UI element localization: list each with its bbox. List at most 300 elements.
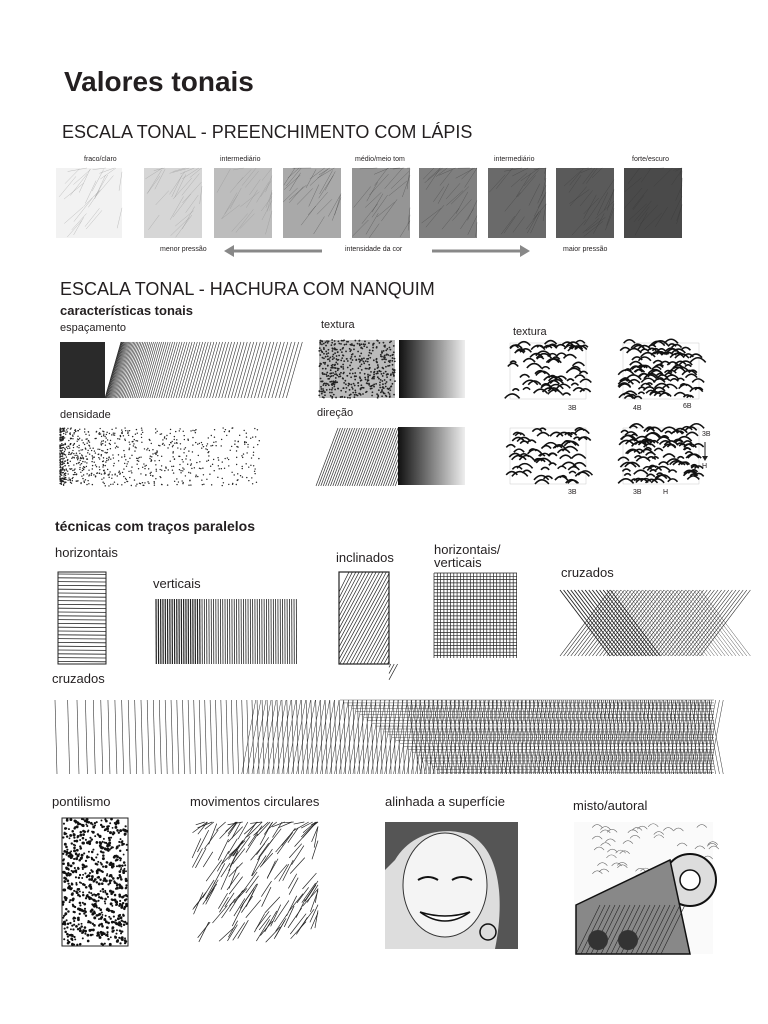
pontilismo-dot [88, 821, 91, 824]
pencil-label-medio: médio/meio tom [355, 156, 405, 163]
pencil-label-intermediario-2: intermediário [494, 156, 535, 163]
pontilismo-dot [81, 854, 84, 857]
pontilismo-dot [119, 829, 122, 832]
pontilismo-dot [90, 892, 92, 894]
pontilismo-dot [82, 891, 84, 893]
circular-stroke [277, 832, 293, 854]
pontilismo-dot [124, 939, 127, 942]
pontilismo-dot [82, 866, 84, 868]
pontilismo-dot [124, 906, 127, 909]
pontilismo-dot [94, 903, 97, 906]
pontilismo-dot [75, 871, 77, 873]
pontilismo-dot [108, 909, 111, 912]
pontilismo-dot [69, 899, 71, 901]
circular-stroke [290, 858, 305, 874]
pontilismo-dot [94, 822, 96, 824]
pontilismo-dot [73, 837, 75, 839]
label-hv-line2: verticais [434, 555, 482, 570]
pontilismo-dot [66, 818, 68, 820]
pontilismo-dot [72, 898, 75, 901]
pontilismo-dot [78, 908, 80, 910]
pontilismo-dot [101, 911, 103, 913]
pontilismo-dot [97, 861, 99, 863]
pontilismo-dot [121, 896, 124, 899]
pontilismo-dot [62, 904, 64, 906]
pontilismo-dot [83, 903, 86, 906]
pontilismo-dot [87, 874, 90, 877]
pontilismo-dot [119, 900, 121, 902]
pontilismo-dot [71, 842, 73, 844]
pontilismo-dot [121, 886, 124, 889]
pontilismo-dot [84, 933, 86, 935]
pontilismo-dot [79, 943, 81, 945]
pontilismo-dot [109, 890, 112, 893]
circular-stroke [198, 922, 210, 938]
pontilismo-dot [102, 851, 104, 853]
pontilismo-dot [107, 931, 109, 933]
tex-label-4b: 4B [633, 405, 642, 412]
pontilismo-dot [71, 870, 73, 872]
circular-stroke [238, 920, 249, 938]
circular-stroke [262, 887, 271, 907]
pontilismo-dot [120, 904, 123, 907]
pontilismo-dot [64, 928, 66, 930]
pontilismo-dot [69, 887, 72, 890]
pontilismo-dot [116, 848, 118, 850]
pontilismo-dot [93, 893, 95, 895]
pontilismo-dot [62, 836, 64, 838]
tex-label-6b: 6B [683, 403, 692, 410]
pontilismo-dot [81, 923, 83, 925]
label-inclinados: inclinados [336, 550, 394, 565]
pontilismo-dot [100, 890, 102, 892]
pontilismo-dot [102, 857, 105, 860]
label-circulares: movimentos circulares [190, 794, 320, 809]
pontilismo-dot [68, 855, 71, 858]
pontilismo-dot [106, 934, 108, 936]
pontilismo-dot [121, 919, 123, 921]
pontilismo-dot [112, 827, 114, 829]
pontilismo-dot [100, 850, 102, 852]
pontilismo-dot [96, 870, 99, 873]
pontilismo-dot [82, 863, 85, 866]
pontilismo-dot [109, 943, 112, 946]
pontilismo-dot [79, 913, 81, 915]
pontilismo-dot [91, 857, 93, 859]
pontilismo-dot [84, 908, 86, 910]
pontilismo-dot [69, 837, 71, 839]
pontilismo-dot [125, 903, 128, 906]
pencil-bottom-center: intensidade da cor [345, 246, 403, 253]
pontilismo-dot [71, 934, 74, 937]
pontilismo-dot [112, 863, 115, 866]
pontilismo-dot [64, 827, 67, 830]
pontilismo-dot [112, 831, 115, 834]
pontilismo-dot [75, 882, 77, 884]
pontilismo-dot [123, 854, 125, 856]
pontilismo-dot [125, 887, 127, 889]
pontilismo-dot [118, 841, 120, 843]
pontilismo-dot [102, 888, 105, 891]
pontilismo-dot [73, 936, 75, 938]
pontilismo-dot [105, 865, 108, 868]
label-espacamento: espaçamento [60, 322, 127, 334]
pontilismo-dot [110, 936, 112, 938]
pontilismo-dot [66, 933, 69, 936]
pontilismo-dot [110, 837, 112, 839]
pontilismo-dot [100, 923, 103, 926]
pontilismo-dot [111, 926, 114, 929]
pontilismo-dot [96, 841, 98, 843]
label-direcao: direção [317, 407, 354, 419]
circular-stroke [227, 873, 239, 890]
pontilismo-dot [90, 878, 93, 881]
label-hv-line1: horizontais/ [434, 542, 501, 557]
pontilismo-dot [72, 928, 74, 930]
pontilismo-dot [73, 844, 75, 846]
circular-stroke [206, 860, 222, 881]
pontilismo-dot [89, 872, 91, 874]
pontilismo-dot [77, 928, 79, 930]
label-textura-1: textura [321, 319, 355, 331]
pontilismo-dot [86, 841, 89, 844]
pontilismo-dot [100, 824, 102, 826]
circular-stroke [311, 913, 318, 930]
label-horizontais: horizontais [55, 545, 118, 560]
pontilismo-dot [74, 911, 76, 913]
pontilismo-dot [105, 915, 107, 917]
pontilismo-dot [94, 835, 96, 837]
pontilismo-dot [62, 871, 65, 874]
pontilismo-dot [67, 910, 70, 913]
pontilismo-dot [115, 855, 118, 858]
pontilismo-dot [77, 918, 80, 921]
pontilismo-dot [118, 905, 120, 907]
pencil-label-fraco: fraco/claro [84, 156, 117, 163]
pontilismo-dot [67, 872, 69, 874]
pontilismo-dot [79, 834, 82, 837]
pontilismo-dot [72, 905, 75, 908]
pontilismo-dot [73, 858, 75, 860]
pontilismo-dot [90, 822, 93, 825]
circular-stroke [212, 905, 227, 923]
label-verticais: verticais [153, 576, 201, 591]
pontilismo-dot [99, 879, 101, 881]
pontilismo-dot [104, 943, 106, 945]
pontilismo-box [62, 818, 128, 946]
pontilismo-dot [102, 854, 105, 857]
pontilismo-dot [79, 891, 81, 893]
pontilismo-dot [125, 870, 127, 872]
pontilismo-dot [104, 900, 106, 902]
circular-stroke [266, 927, 281, 942]
label-cruzados-2: cruzados [52, 671, 105, 686]
pontilismo-dot [63, 877, 66, 880]
tex-label-h-a: H [663, 489, 669, 496]
tex-label-3b-c: 3B [633, 489, 642, 496]
circular-stroke [256, 911, 269, 929]
pontilismo-dot [91, 908, 94, 911]
pontilismo-dot [119, 874, 122, 877]
pontilismo-dot [123, 861, 126, 864]
pontilismo-dot [122, 828, 125, 831]
pontilismo-dot [110, 892, 113, 895]
pontilismo-dot [63, 823, 65, 825]
pontilismo-dot [92, 923, 94, 925]
pontilismo-dot [116, 929, 118, 931]
pontilismo-dot [81, 877, 83, 879]
pontilismo-dot [82, 833, 85, 836]
circular-stroke [283, 860, 294, 881]
pontilismo-dot [105, 820, 108, 823]
pontilismo-dot [68, 828, 70, 830]
circular-stroke [276, 836, 289, 852]
circular-stroke [194, 892, 203, 914]
pontilismo-dot [109, 874, 112, 877]
pontilismo-dot [102, 891, 104, 893]
label-misto: misto/autoral [573, 798, 648, 813]
pontilismo-dot [107, 896, 109, 898]
pontilismo-dot [99, 845, 101, 847]
pontilismo-dot [85, 839, 87, 841]
pontilismo-dot [65, 854, 67, 856]
pontilismo-dot [114, 826, 117, 829]
pontilismo-dot [89, 837, 91, 839]
pencil-label-intermediario-1: intermediário [220, 156, 261, 163]
pontilismo-dot [105, 879, 108, 882]
pontilismo-dot [125, 898, 127, 900]
pontilismo-dot [112, 899, 114, 901]
pontilismo-dot [70, 864, 73, 867]
pontilismo-dot [110, 818, 113, 821]
pontilismo-dot [82, 931, 85, 934]
pontilismo-dot [120, 838, 122, 840]
pontilismo-dot [83, 912, 85, 914]
circular-stroke [229, 877, 242, 895]
pontilismo-dot [111, 866, 114, 869]
pontilismo-dot [118, 937, 120, 939]
pontilismo-dot [69, 901, 71, 903]
pontilismo-dot [71, 883, 74, 886]
pontilismo-dot [114, 894, 117, 897]
circular-stroke [227, 925, 237, 941]
circular-stroke [269, 829, 281, 844]
pontilismo-dot [99, 835, 102, 838]
pontilismo-dot [106, 825, 109, 828]
pontilismo-dot [119, 859, 121, 861]
pontilismo-dot [97, 931, 99, 933]
pontilismo-dot [97, 934, 100, 937]
pontilismo-dot [73, 920, 75, 922]
circular-stroke [216, 822, 225, 830]
circular-stroke [199, 922, 209, 942]
pontilismo-dot [77, 867, 80, 870]
pontilismo-dot [66, 849, 68, 851]
pontilismo-dot [103, 918, 106, 921]
pontilismo-dot [75, 876, 77, 878]
pontilismo-dot [124, 864, 126, 866]
pontilismo-dot [114, 881, 117, 884]
pontilismo-dot [63, 858, 65, 860]
pontilismo-dot [115, 858, 118, 861]
pontilismo-dot [103, 838, 105, 840]
pontilismo-dot [99, 842, 102, 845]
pontilismo-dot [97, 854, 99, 856]
pontilismo-dot [125, 894, 127, 896]
pontilismo-dot [100, 917, 103, 920]
pontilismo-dot [75, 857, 78, 860]
pontilismo-dot [115, 900, 117, 902]
circular-stroke [296, 917, 307, 934]
tex-label-3b-b: 3B [568, 489, 577, 496]
pontilismo-dot [85, 886, 88, 889]
pontilismo-dot [117, 877, 120, 880]
pontilismo-dot [100, 943, 103, 946]
pontilismo-dot [80, 831, 83, 834]
pontilismo-dot [87, 940, 90, 943]
page-title: Valores tonais [64, 66, 254, 97]
pontilismo-dot [96, 881, 98, 883]
circular-stroke [221, 863, 230, 877]
pontilismo-dot [88, 830, 90, 832]
pontilismo-dot [116, 819, 119, 822]
pontilismo-dot [120, 937, 122, 939]
pontilismo-dot [82, 842, 85, 845]
pontilismo-dot [65, 867, 68, 870]
circular-stroke [288, 908, 302, 928]
pontilismo-dot [106, 861, 108, 863]
pontilismo-dot [86, 825, 88, 827]
pontilismo-dot [71, 943, 74, 946]
pontilismo-dot [86, 855, 88, 857]
pontilismo-dot [93, 826, 95, 828]
pontilismo-dot [93, 880, 96, 883]
pencil-heading: ESCALA TONAL - PREENCHIMENTO COM LÁPIS [62, 122, 473, 142]
pontilismo-dot [109, 848, 111, 850]
circular-stroke [203, 852, 213, 867]
pontilismo-dot [114, 936, 117, 939]
circular-stroke [288, 874, 296, 889]
pontilismo-dot [104, 898, 107, 901]
pontilismo-dot [125, 878, 128, 881]
pontilismo-dot [97, 914, 99, 916]
pontilismo-dot [97, 893, 100, 896]
pontilismo-dot [91, 831, 93, 833]
pontilismo-dot [96, 863, 98, 865]
pontilismo-dot [117, 883, 119, 885]
pontilismo-dot [84, 872, 86, 874]
pontilismo-dot [85, 915, 87, 917]
pontilismo-dot [85, 865, 87, 867]
pontilismo-dot [69, 834, 72, 837]
pontilismo-dot [70, 850, 72, 852]
tex-label-3b-a: 3B [568, 405, 577, 412]
pontilismo-dot [104, 903, 106, 905]
pontilismo-dot [74, 819, 77, 822]
pontilismo-dot [88, 851, 90, 853]
pontilismo-dot [126, 830, 129, 833]
pontilismo-dot [86, 895, 89, 898]
pontilismo-dot [63, 915, 65, 917]
pontilismo-dot [71, 855, 74, 858]
pontilismo-dot [85, 819, 88, 822]
circular-stroke [232, 904, 243, 926]
pontilismo-dot [63, 850, 66, 853]
pontilismo-dot [115, 919, 117, 921]
pencil-bottom-left: menor pressão [160, 246, 207, 253]
pontilismo-dot [112, 911, 115, 914]
pontilismo-dot [85, 823, 87, 825]
pontilismo-dot [117, 939, 120, 942]
pontilismo-dot [67, 923, 69, 925]
pontilismo-dot [75, 852, 78, 855]
pontilismo-dot [64, 931, 67, 934]
pontilismo-dot [122, 843, 125, 846]
pontilismo-dot [92, 934, 94, 936]
pontilismo-dot [72, 862, 75, 865]
pontilismo-dot [73, 870, 75, 872]
circular-stroke [260, 921, 272, 936]
circular-stroke [219, 927, 234, 941]
pontilismo-dot [67, 936, 69, 938]
pontilismo-dot [91, 838, 93, 840]
pontilismo-dot [72, 834, 74, 836]
pontilismo-dot [119, 850, 121, 852]
pontilismo-dot [65, 846, 68, 849]
pontilismo-dot [107, 844, 110, 847]
pontilismo-dot [97, 833, 99, 835]
pontilismo-dot [67, 862, 70, 865]
pontilismo-dot [103, 826, 105, 828]
label-cruzados-1: cruzados [561, 565, 614, 580]
pontilismo-dot [91, 903, 93, 905]
pontilismo-dot [124, 942, 126, 944]
pontilismo-dot [101, 863, 103, 865]
pontilismo-dot [110, 910, 112, 912]
tex-label-h-b: H [702, 463, 708, 470]
circular-stroke [256, 919, 269, 941]
pontilismo-dot [62, 901, 65, 904]
pontilismo-dot [69, 922, 71, 924]
pontilismo-dot [98, 896, 100, 898]
pontilismo-dot [122, 869, 125, 872]
pontilismo-dot [93, 916, 96, 919]
pontilismo-dot [79, 881, 81, 883]
pontilismo-dot [73, 890, 75, 892]
pontilismo-dot [102, 866, 104, 868]
pontilismo-dot [93, 906, 95, 908]
circular-stroke [274, 920, 285, 938]
pontilismo-dot [84, 926, 87, 929]
pontilismo-dot [118, 864, 120, 866]
pontilismo-dot [101, 932, 104, 935]
circular-stroke [217, 851, 228, 871]
pontilismo-dot [63, 921, 66, 924]
circular-stroke [294, 822, 305, 824]
circular-stroke [197, 830, 208, 852]
pontilismo-dot [98, 882, 101, 885]
pontilismo-dot [116, 887, 119, 890]
pontilismo-dot [122, 914, 125, 917]
pontilismo-dot [68, 941, 70, 943]
pontilismo-dot [72, 917, 75, 920]
pontilismo-dot [86, 934, 89, 937]
pontilismo-dot [71, 925, 73, 927]
pontilismo-dot [80, 925, 82, 927]
pontilismo-dot [118, 832, 120, 834]
pontilismo-dot [74, 938, 76, 940]
pontilismo-dot [107, 830, 109, 832]
